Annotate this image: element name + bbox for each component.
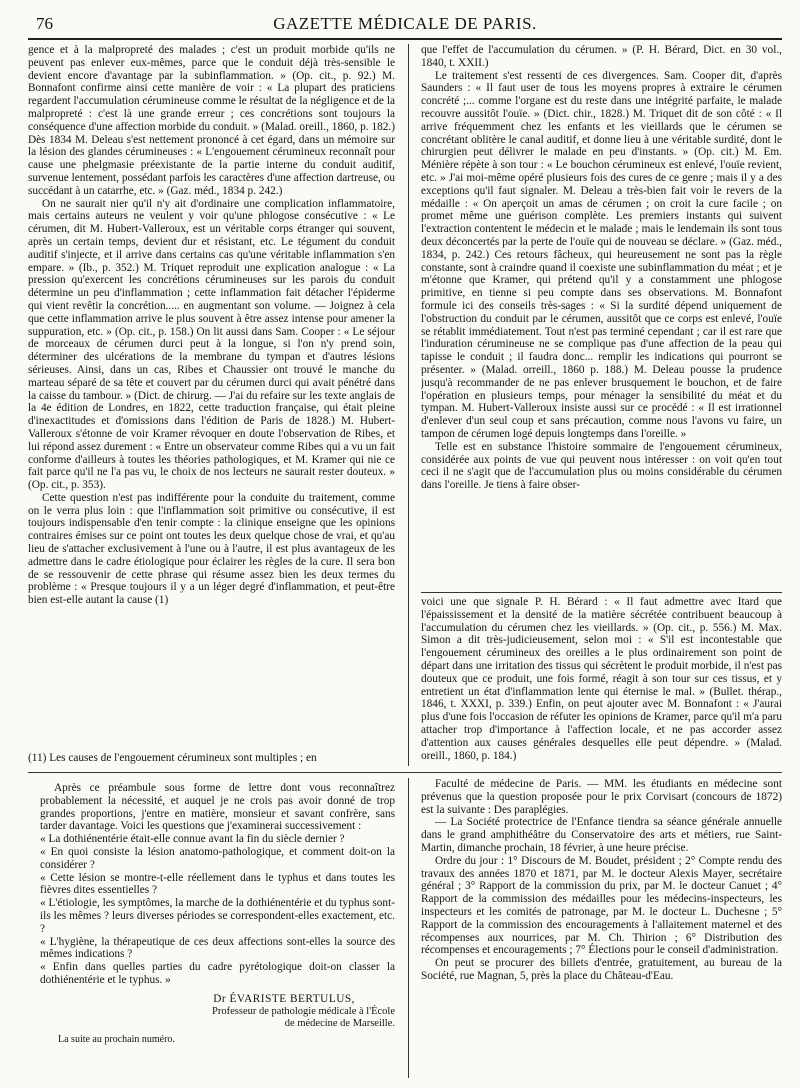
section-divider — [28, 772, 782, 773]
list-item: « Cette lésion se montre-t-elle réellement dans le typhus et dans toutes les fièvres dites essentielles ? — [40, 872, 395, 898]
signature-block — [40, 993, 395, 1030]
paragraph: On peut se procurer des billets d'entrée, gratuitement, au bureau de la Société, rue Magnan, 5, près la place du Château-d'Eau. — [421, 957, 782, 982]
paragraph: Le traitement s'est ressenti de ces divergences. Sam. Cooper dit, d'après Saunders : « Il faut user de tous les moyens propres à extraire le cérumen concrété ;... comme l'organe est du reste dans une intégrité parfaite, le malade recouvre aussitôt l'ouïe. » (Dict. chir., 1828.) M. Triquet dit de son côté : « Il arrive fréquemment chez les enfants et les vieillards que le cérumen se concrétant oblitère le canal auditif, et donne lieu à une véritable surdité, dont le chirurgien peut délivrer le malade en peu d'instants. » (Op. cit.) M. Em. Ménière répète à son tour : « Le bouchon cérumineux est enlevé, l'ouïe revient, etc. » J'ai moi-même opéré plusieurs fois des cures de ce genre ; mais il y a des exceptions qu'il faut signaler. M. Deleau a très-bien fait voir le revers de la médaille : « On aperçoit un amas de cérumen ; on croit la cure facile ; on promet même une guérison complète. Les premiers instants qui suivent l'extraction contentent le médecin et le malade ; mais le lendemain ils sont tous deux déconcertés par la perte de l'ouïe qui de nouveau se déclare. » (Gaz. méd., 1834, p. 242.) Ces retours fâcheux, qui heureusement ne sont pas la règle constante, sont à craindre quand il coexiste une subinflammation du méat ; et je m'étonne que Kramer, qui prétend qu'il y a constamment une phlogose primitive, en tienne si peu compte dans ses observations. M. Bonnafont formule ici des conseils très-sages : « Si la surdité dépend uniquement de l'obstruction du conduit par le cérumen, aussitôt que ce corps est enlevé, l'ouïe se rétablit immédiatement. Tout n'est pas terminé cependant ; car il est rare que l'induration cérumineuse ne se complique pas d'une affection de la peau qui tapisse le conduit ; il faudra donc... remplir les indications qui pourront se présenter. » (Malad. orreill., 1860 p. 188.) M. Deleau pousse la prudence jusqu'à recommander de ne pas enlever brusquement le bouchon, et de faire l'opération en plusieurs temps, pour ménager la sensibilité du méat et du tympan. M. Hubert-Valleroux insiste aussi sur ce procédé : « Il est irrationnel d'enlever d'un seul coup et sans précaution, comme nous l'avons vu faire, un tampon de cérumen logé depuis longtemps dans l'oreille. » — [421, 69, 782, 440]
continued-note: La suite au prochain numéro. — [58, 1033, 175, 1045]
page-header — [28, 12, 782, 40]
paragraph: voici une que signale P. H. Bérard : « Il faut admettre avec Itard que l'épaississement et la densité de la matière sécrétée contribuent beaucoup à l'accumulation du cérumen chez les vieillards. » (Op. cit., p. 556.) M. Max. Simon a dit très-judicieusement, selon moi : « S'il est incontestable que l'engouement cérumineux des oreilles a le plus ordinairement son point de départ dans une irritation des tissus qui sécrètent le produit morbide, il n'est pas douteux que ce produit, une fois formé, réagit à son tour sur ces tissus, et y entretient un état d'inflammation lente qui éternise le mal. » (Bullet. thérap., 1846, t. XXXI, p. 339.) Enfin, on peut ajouter avec M. Bonnafont : « J'aurai plus d'une fois l'occasion de réfuter les opinions de Kramer, parce qu'il m'a paru attacher trop d'importance à l'affection locale, et ne pas accorder assez d'attention aux causes générales desquelles elle peut dépendre. » (Malad. oreill., 1860, p. 184.) — [421, 596, 782, 762]
footnote-text: (11) Les causes de l'engouement cérumineux sont multiples ; en — [28, 752, 317, 764]
list-item: « La dothiénentérie était-elle connue avant la fin du siècle dernier ? — [40, 833, 395, 846]
page-number: 76 — [36, 14, 53, 33]
paragraph: gence et à la malpropreté des malades ; c'est un produit morbide qu'ils ne peuvent pas enlever eux-mêmes, parce que le conduit déjà très-sensible le devient encore d'avantage par la subinflammation. » (Op. cit., p. 92.) M. Bonnafont confirme ainsi cette manière de voir : « La plupart des praticiens regardent l'accumulation cérumineuse comme le résultat de la négligence et de la malpropreté : c'est là une grande erreur ; ces concrétions sont toujours la conséquence d'une affection morbide du conduit. » (Malad. oreill., 1860, p. 182.) Dès 1834 M. Deleau s'est nettement prononcé à cet égard, dans un mémoire sur la lésion des glandes cérumineuses : « L'engouement cérumineux reconnaît pour cause une phelgmasie préexistante de la partie interne du conduit auditif, survenue lentement, possédant parfois les caractères d'une affection dartreuse, ou succédant à un catarrhe, etc. » (Gaz. méd., 1834 p. 242.) — [28, 44, 395, 197]
left-footnote — [28, 752, 395, 766]
footnote-separator — [421, 592, 782, 593]
signature-name: Dr ÉVARISTE BERTULUS, — [213, 992, 355, 1005]
paragraph: — La Société protectrice de l'Enfance tiendra sa séance générale annuelle dans le grand amphithéâtre du Conservatoire des arts et métiers, rue Saint-Martin, dimanche prochain, 18 février, à une heure précise. — [421, 816, 782, 854]
paragraph: que l'effet de l'accumulation du cérumen. » (P. H. Bérard, Dict. en 30 vol., 1840, t. XXII.) — [421, 44, 782, 69]
list-item: « L'étiologie, les symptômes, la marche de la dothiénentérie et du typhus sont-ils les mêmes ? leurs diverses périodes se correspondent-elles exactement, etc. ? — [40, 897, 395, 935]
column-divider-bottom — [408, 778, 409, 1078]
paragraph: Ordre du jour : 1° Discours de M. Boudet, président ; 2° Compte rendu des travaux des années 1870 et 1871, par M. le docteur Alexis Mayer, secrétaire général ; 3° Rapport de la commission du prix, par M. le docteur Canuet ; 4° Rapport de la commission des médailles pour les médecins-inspecteurs, les inspecteurs et les comités de patronage, par M. le docteur L. Duchesne ; 5° Rapport de la commission des encouragements à l'allaitement maternel et des récompenses aux nourrices, par M. Ch. Thirion ; 6° Distribution des récompenses et encouragements ; 7° Élections pour le conseil d'administration. — [421, 854, 782, 957]
right-column-footnote — [421, 596, 782, 764]
paragraph: Cette question n'est pas indifférente pour la conduite du traitement, comme on le verra plus loin : que l'inflammation soit primitive ou consécutive, il est toujours indispensable d'en tenir compte : la clinique enseigne que les opinions contraires émises sur ce point ont toutes les deux quelque chose de vrai, et qu'au lieu de s'attacher exclusivement à l'une ou à l'autre, il est plus avantageux de les admettre dans le cadre étiologique pour éclairer les règles de la cure. Il sera bon de se ressouvenir de cette phrase qui résume assez bien les deux termes du problème : « Presque toujours il y a un léger degré d'inflammation, et peut-être bien est-elle autant la cause (1) — [28, 491, 395, 607]
list-item: « L'hygiène, la thérapeutique de ces deux affections sont-elles la source des mêmes indications ? — [40, 936, 395, 962]
paragraph: On ne saurait nier qu'il n'y ait d'ordinaire une complication inflammatoire, mais certains auteurs ne veulent y voir qu'une phlogose consécutive : « Le cérumen, dit M. Hubert-Valleroux, est un véritable corps étranger qui souvent, après un certain temps, devient dur et résistant, etc. Le tégument du conduit auditif s'injecte, et il arrive dans certains cas qu'une véritable inflammation s'en empare. » (Ib., p. 352.) M. Triquet reproduit une explication analogue : « La pression qu'exercent les concrétions cérumineuses sur les parois du conduit détermine un peu d'inflammation ; cette inflammation fait détacher l'épiderme qui vient revêtir la concrétion..... en augmentant son volume. — Joignez à cela que cette inflammation arrive le plus souvent à être assez intense pour amener la suppuration, etc. » (Op. cit., p. 158.) On lit aussi dans Sam. Cooper : « Le séjour de morceaux de cérumen durci peut à la longue, si l'on n'y prend soin, déterminer des ulcérations de la membrane du tympan et d'autres lésions sérieuses. Ainsi, dans un cas, Ribes et Chaussier ont trouvé le manche du marteau séparé de sa tête et couvert par du cérumen durci qui avait pénétré dans la caisse du tambour. » (Dict. de chirurg. — J'ai du refaire sur les texte anglais de la 4e édition de Londres, en 1822, cette traduction française, qui était pleine d'inexactitudes et d'omissions dans l'édition de Paris de 1828.) M. Hubert-Valleroux s'étonne de voir Kramer révoquer en doute l'observation de Ribes, et lui répond assez durement : « Entre un observateur comme Ribes qui a vu un fait conforme d'ailleurs à toutes les théories pathologiques, et M. Kramer qui nie ce fait parce qu'il ne l'a pas vu, le choix de nos lecteurs ne saurait rester douteux. » (Op. cit., p. 353). — [28, 197, 395, 492]
left-column-article — [28, 44, 395, 756]
right-column-article — [421, 44, 782, 590]
list-item: « Enfin dans quelles parties du cadre pyrétologique doit-on classer la dothiénentérie et le typhus. » — [40, 961, 395, 987]
news-column — [421, 778, 782, 1078]
list-item: « En quoi consiste la lésion anatomo-pathologique, et comment doit-on la considérer ? — [40, 846, 395, 872]
question-list — [40, 833, 395, 987]
paragraph: Après ce préambule sous forme de lettre dont vous reconnaîtrez probablement la nécessité, et auquel je ne crois pas avoir donné de trop grandes proportions, j'entre en matière, monsieur et savant confrère, sans tarder davantage. Voici les questions que j'examinerai successivement : — [40, 782, 395, 833]
paragraph: Faculté de médecine de Paris. — MM. les étudiants en médecine sont prévenus que la question proposée pour le prix Corvisart (concours de 1872) est la suivante : Des paraplégies. — [421, 778, 782, 816]
signature-title: Professeur de pathologie médicale à l'École de médecine de Marseille. — [212, 1005, 395, 1029]
column-divider-top — [408, 44, 409, 766]
letter-conclusion — [40, 782, 395, 1082]
paragraph: Telle est en substance l'histoire sommaire de l'engouement cérumineux, considérée aux points de vue qui peuvent nous intéresser : on voit qu'en tout ceci il ne s'agit que de l'accumulation plus ou moins considérable du cérumen dans l'oreille. Je tiens à faire obser- — [421, 440, 782, 492]
journal-title: GAZETTE MÉDICALE DE PARIS. — [273, 14, 537, 33]
